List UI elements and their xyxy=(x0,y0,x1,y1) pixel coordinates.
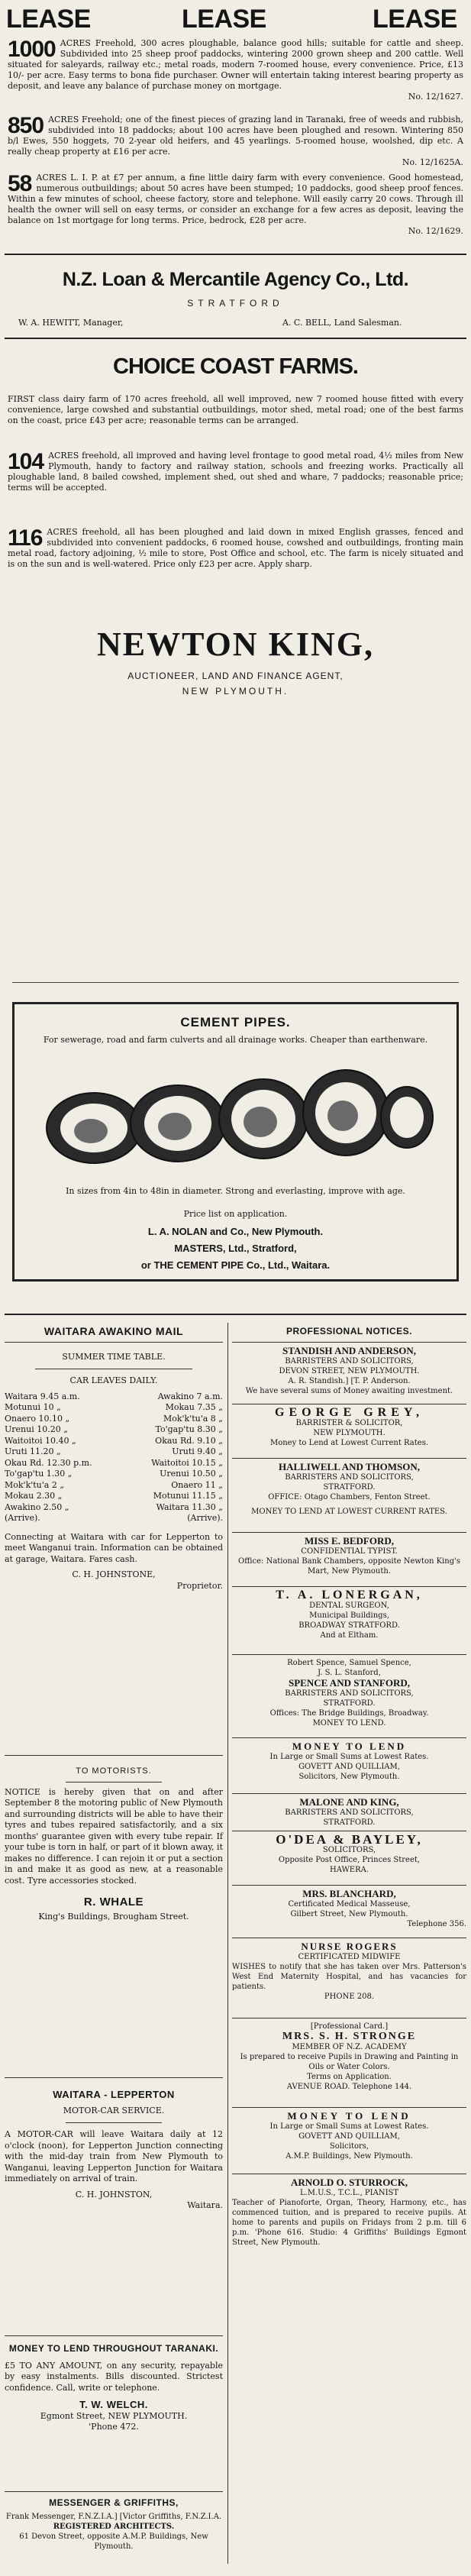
mail-row: Mok'k'tu'a 2 „ Onaero 11 „ xyxy=(5,1479,223,1490)
coast-item-116 xyxy=(8,527,463,570)
coast-text: FIRST class dairy farm of 170 acres freehold, all well improved, new 7 roomed house fitted with every convenience, large cowshed and substantial outbuildings, motor shed, metal road; one of the best farms on the coast, price £43 per acre; reasonable terms can be arranged. xyxy=(8,394,463,425)
notice-malone: MALONE AND KING, BARRISTERS AND SOLICITORS, STRATFORD. xyxy=(285,1795,414,1827)
mail-row: Uruti 11.20 „ Uruti 9.40 „ xyxy=(5,1446,223,1456)
listing-number: 850 xyxy=(8,113,44,138)
money-left-text: £5 TO ANY AMOUNT, on any security, repayable by easy instalments. Bills discounted. Strictest confidence. Call, write or telephone. xyxy=(5,2360,223,2393)
mail-row: Awakino 2.50 „ Waitara 11.30 „ xyxy=(5,1501,223,1512)
listing-1000 xyxy=(8,38,463,102)
divider xyxy=(5,1755,223,1756)
nz-loan-city: STRATFORD xyxy=(187,298,284,309)
listing-number: 58 xyxy=(8,171,32,196)
notice-bedford: MISS E. BEDFORD, CONFIDENTIAL TYPIST. Office: National Bank Chambers, opposite Newton King's Mart, New Plymouth. xyxy=(238,1534,460,1576)
cement-agent-3: or THE CEMENT PIPE Co., Ltd., Waitara. xyxy=(140,1259,331,1271)
messenger-ad xyxy=(5,2497,223,2552)
cement-pricelist: Price list on application. xyxy=(183,1209,288,1219)
messenger-line1: Frank Messenger, F.N.Z.I.A.] [Victor Griffiths, F.N.Z.I.A. xyxy=(5,2512,222,2521)
coast-item-104 xyxy=(8,451,463,493)
mail-row: Urenui 10.20 „ To'gap'tu 8.30 „ xyxy=(5,1424,223,1434)
money-left-phone: 'Phone 472. xyxy=(89,2422,139,2432)
coast-text: ACRES freehold, all has been ploughed and laid down in mixed English grasses, fenced and subdivided into convenient paddocks, 6 roomed house, cowshed and outbuildings, fronting main metal road, factory adjoining, ½ mile to store, Post Office and school, etc. The farm is nicely situated and is on the sun and is well-watered. Price only £23 per acre. Apply sharp. xyxy=(8,527,463,569)
notice-odea: O'DEA & BAYLEY, SOLICITORS, Opposite Post Office, Princes Street, HAWERA. xyxy=(276,1831,423,1874)
cement-sizes: In sizes from 4in to 48in in diameter. Strong and everlasting, improve with age. xyxy=(66,1186,405,1196)
money-left-ad xyxy=(5,2343,223,2433)
mail-row: Waitara 9.45 a.m. Awakino 7 a.m. xyxy=(5,1391,223,1401)
listing-number: 1000 xyxy=(8,37,56,62)
mail-row: Mokau 2.30 „ Motunui 11.15 „ xyxy=(5,1491,223,1501)
listing-58 xyxy=(8,173,463,237)
notice-sturrock: ARNOLD O. STURROCK, L.M.U.S., T.C.L., PIANIST Teacher of Pianoforte, Organ, Theory, Harmony, etc., has commenced tuition, and is prepared to receive pupils. At home to parents and pupils on Fridays from 2 p.m. till 6 p.m. 'Phone 616. Studio: 4 Griffiths' Buildings Egmont Street, New Plymouth. xyxy=(232,2176,466,2247)
listing-text: ACRES Freehold, 300 acres ploughable, balance good hills; suitable for cattle and sheep. Subdivided into 25 sheep proof paddocks, wintering 2000 grown sheep and 200 cattle. Well situated for saleyards, railway etc.; metal roads, modern 7-roomed house, every convenience. Price, £13 10/- per acre. Easy terms to bona fide purchaser. Owner will entertain taking interest bearing property as deposit, and leave any balance of purchase money on mortgage. xyxy=(8,38,463,91)
mail-timetable: SUMMER TIME TABLE. xyxy=(62,1351,166,1362)
notice-money-govett-2: MONEY TO LEND In Large or Small Sums at Lowest Rates. GOVETT AND QUILLIAM, Solicitors, A.M.P. Buildings, New Plymouth. xyxy=(269,2109,429,2161)
notice-grey: GEORGE GREY, BARRISTER & SOLICITOR, NEW PLYMOUTH. Money to Lend at Lowest Current Rates. xyxy=(269,1405,429,1447)
cement-agent-2: MASTERS, Ltd., Stratford, xyxy=(174,1243,297,1254)
lepperton-town: Waitara. xyxy=(187,2200,223,2210)
notice-standish: STANDISH AND ANDERSON, BARRISTERS AND SOLICITORS, DEVON STREET, NEW PLYMOUTH. A. R. Standish.] [T. P. Anderson. We have several sums of Money awaiting investment. xyxy=(245,1344,453,1395)
mail-ad xyxy=(5,1326,223,1592)
lease-word: LEASE xyxy=(182,5,266,34)
coast-text: ACRES freehold, all improved and having level frontage to good metal road, 4½ miles from New Plymouth, handy to factory and railway station, schools and freezing works. Practically all ploughable land, 8 bailed cowshed, implement shed, out shed and whare, 7 paddocks; reasonable price; terms will be accepted. xyxy=(8,451,463,493)
lease-header xyxy=(0,5,471,38)
coast-number: 116 xyxy=(8,525,43,551)
notice-halliwell: HALLIWELL AND THOMSON, BARRISTERS AND SOLICITORS, STRATFORD. OFFICE: Otago Chambers, Fenton Street. MONEY TO LEND AT LOWEST CURRENT RATES. xyxy=(251,1460,447,1516)
nz-loan-title: N.Z. Loan & Mercantile Agency Co., Ltd. xyxy=(62,269,409,290)
divider xyxy=(5,338,466,339)
pipes-illustration xyxy=(25,1059,446,1166)
divider xyxy=(5,1314,466,1315)
column-divider xyxy=(227,1323,228,2564)
listing-text: ACRES L. I. P. at £7 per annum, a fine little dairy farm with every convenience. Good homestead, numerous outbuildings; about 50 acres have been stumped; 10 paddocks, good sheep proof fences. Within a few minutes of school, cheese factory, store and telephone. Will easily carry 20 cows. Through ill health the owner will sell on easy terms, or consider an exchange for a few acres as deposit, leaving the balance on 1st mortgage for long terms. Price, bedrock, £28 per acre. xyxy=(8,173,463,225)
motorists-addr: King's Buildings, Brougham Street. xyxy=(38,1911,189,1921)
motorists-title: TO MOTORISTS. xyxy=(76,1766,152,1776)
money-left-title: MONEY TO LEND THROUGHOUT TARANAKI. xyxy=(8,2343,219,2354)
cement-pipes-ad xyxy=(12,1002,459,1282)
mail-connect: Connecting at Waitara with car for Lepperton to meet Wanganui train. Information can be obtained at garage, Waitara. Fares cash. xyxy=(5,1531,223,1564)
divider xyxy=(5,2077,223,2078)
notice-spence: Robert Spence, Samuel Spence, J. S. L. Stanford, SPENCE AND STANFORD, BARRISTERS AND SOLICITORS, STRATFORD. Offices: The Bridge Buildings, Broadway. MONEY TO LEND. xyxy=(269,1658,429,1728)
notice-rogers: NURSE ROGERS CERTIFICATED MIDWIFE WISHES to notify that she has taken over Mrs. Patterson's West End Maternity Hospital, and has vacancies for patients. PHONE 208. xyxy=(232,1940,466,2001)
lepperton-name: C. H. JOHNSTON, xyxy=(75,2189,153,2199)
cement-agent-1: L. A. NOLAN and Co., New Plymouth. xyxy=(147,1226,324,1237)
coast-number: 104 xyxy=(8,449,44,474)
cement-title: CEMENT PIPES. xyxy=(180,1015,291,1029)
mail-title: WAITARA AWAKINO MAIL xyxy=(44,1325,184,1337)
lepperton-ad xyxy=(5,2090,223,2212)
nz-loan-salesman: A. C. BELL, Land Salesman. xyxy=(282,318,402,328)
professional-title: PROFESSIONAL NOTICES. xyxy=(286,1326,412,1336)
lepperton-title: WAITARA - LEPPERTON xyxy=(53,2089,175,2100)
newton-line1: AUCTIONEER, LAND AND FINANCE AGENT, xyxy=(127,671,344,681)
listing-text: ACRES Freehold; one of the finest pieces of grazing land in Taranaki, free of weeds and rubbish, subdivided into 18 paddocks; about 100 acres have been ploughed and resown. Wintering 850 b/l Ewes, 550 hoggets, 70 2-year old heifers, and 45 yearlings. 5-roomed house, woolshed, dip etc. A really cheap property at £16 per acre. xyxy=(8,115,463,157)
lepperton-sub: MOTOR-CAR SERVICE. xyxy=(63,2105,165,2115)
mail-row: (Arrive). (Arrive). xyxy=(5,1513,223,1523)
listing-ref: No. 12/1627. xyxy=(408,92,463,102)
lepperton-text: A MOTOR-CAR will leave Waitara daily at 12 o'clock (noon), for Lepperton Junction connecting with the mid-day train from New Plymouth to Wanganui, leaving Lepperton Junction for Waitara immediately on arrival of train. xyxy=(5,2129,223,2183)
mail-proprietor-title: Proprietor. xyxy=(176,1580,223,1591)
divider xyxy=(5,254,466,255)
mail-row: To'gap'tu 1.30 „ Urenui 10.50 „ xyxy=(5,1469,223,1479)
money-left-addr: Egmont Street, NEW PLYMOUTH. xyxy=(40,2410,188,2421)
messenger-line3: 61 Devon Street, opposite A.M.P. Buildings, New Plymouth. xyxy=(19,2532,208,2551)
notice-money-govett-1: MONEY TO LEND In Large or Small Sums at Lowest Rates. GOVETT AND QUILLIAM, Solicitors, New Plymouth. xyxy=(269,1740,429,1781)
listing-850 xyxy=(8,115,463,168)
motorists-text: NOTICE is hereby given that on and after September 8 the motoring public of New Plymouth and surrounding districts will be able to have their tyres and tubes repaired satisfactorily, and a six months' guarantee given with every tube repair. If your tube is torn in half, or part of it blown away, it makes no difference. I can rejoin it or put a section in and make it as good as new, at a reasonable cost. Tyre accessories stocked. xyxy=(5,1786,223,1886)
mail-row: Waitoitoi 10.40 „ Okau Rd. 9.10 „ xyxy=(5,1435,223,1446)
cement-subtitle: For sewerage, road and farm culverts and all drainage works. Cheaper than earthenware. xyxy=(43,1035,428,1045)
divider xyxy=(12,982,459,983)
money-left-name: T. W. WELCH. xyxy=(79,2399,148,2410)
mail-row: Okau Rd. 12.30 p.m. Waitoitoi 10.15 „ xyxy=(5,1457,223,1468)
nz-loan-manager: W. A. HEWITT, Manager, xyxy=(18,318,124,328)
lease-word: LEASE xyxy=(373,5,457,34)
mail-row: Onaero 10.10 „ Mok'k'tu'a 8 „ xyxy=(5,1413,223,1424)
motorists-name: R. WHALE xyxy=(83,1896,144,1909)
listing-ref: No. 12/1625A. xyxy=(402,157,463,167)
messenger-line2: REGISTERED ARCHITECTS. xyxy=(53,2522,175,2531)
coast-title: CHOICE COAST FARMS. xyxy=(113,354,358,379)
motorists-ad xyxy=(5,1766,223,1922)
newton-line2: NEW PLYMOUTH. xyxy=(182,686,289,697)
mail-row: Motunui 10 „ Mokau 7.35 „ xyxy=(5,1402,223,1412)
notice-lonergan: T. A. LONERGAN, DENTAL SURGEON, Municipal Buildings, BROADWAY STRATFORD. And at Eltham. xyxy=(276,1588,423,1640)
professional-notices xyxy=(232,1326,466,2248)
messenger-title: MESSENGER & GRIFFITHS, xyxy=(49,2497,179,2508)
coast-item-first xyxy=(8,394,463,426)
mail-proprietor: C. H. JOHNSTONE, xyxy=(72,1569,156,1579)
listing-ref: No. 12/1629. xyxy=(408,226,463,236)
divider xyxy=(5,2491,223,2492)
mail-table xyxy=(5,1391,223,1524)
mail-car-leaves: CAR LEAVES DAILY. xyxy=(69,1375,158,1385)
notice-blanchard: MRS. BLANCHARD, Certificated Medical Masseuse, Gilbert Street, New Plymouth. Telephone 356. xyxy=(288,1887,466,1928)
lease-word: LEASE xyxy=(6,5,91,34)
newton-title: NEWTON KING, xyxy=(96,625,375,663)
divider xyxy=(5,2335,223,2336)
notice-stronge: [Professional Card.] MRS. S. H. STRONGE MEMBER OF N.Z. ACADEMY Is prepared to receive Pupils in Drawing and Painting in Oils or Water Colors. Terms on Application. AVENUE ROAD. Telephone 144. xyxy=(240,2022,459,2091)
